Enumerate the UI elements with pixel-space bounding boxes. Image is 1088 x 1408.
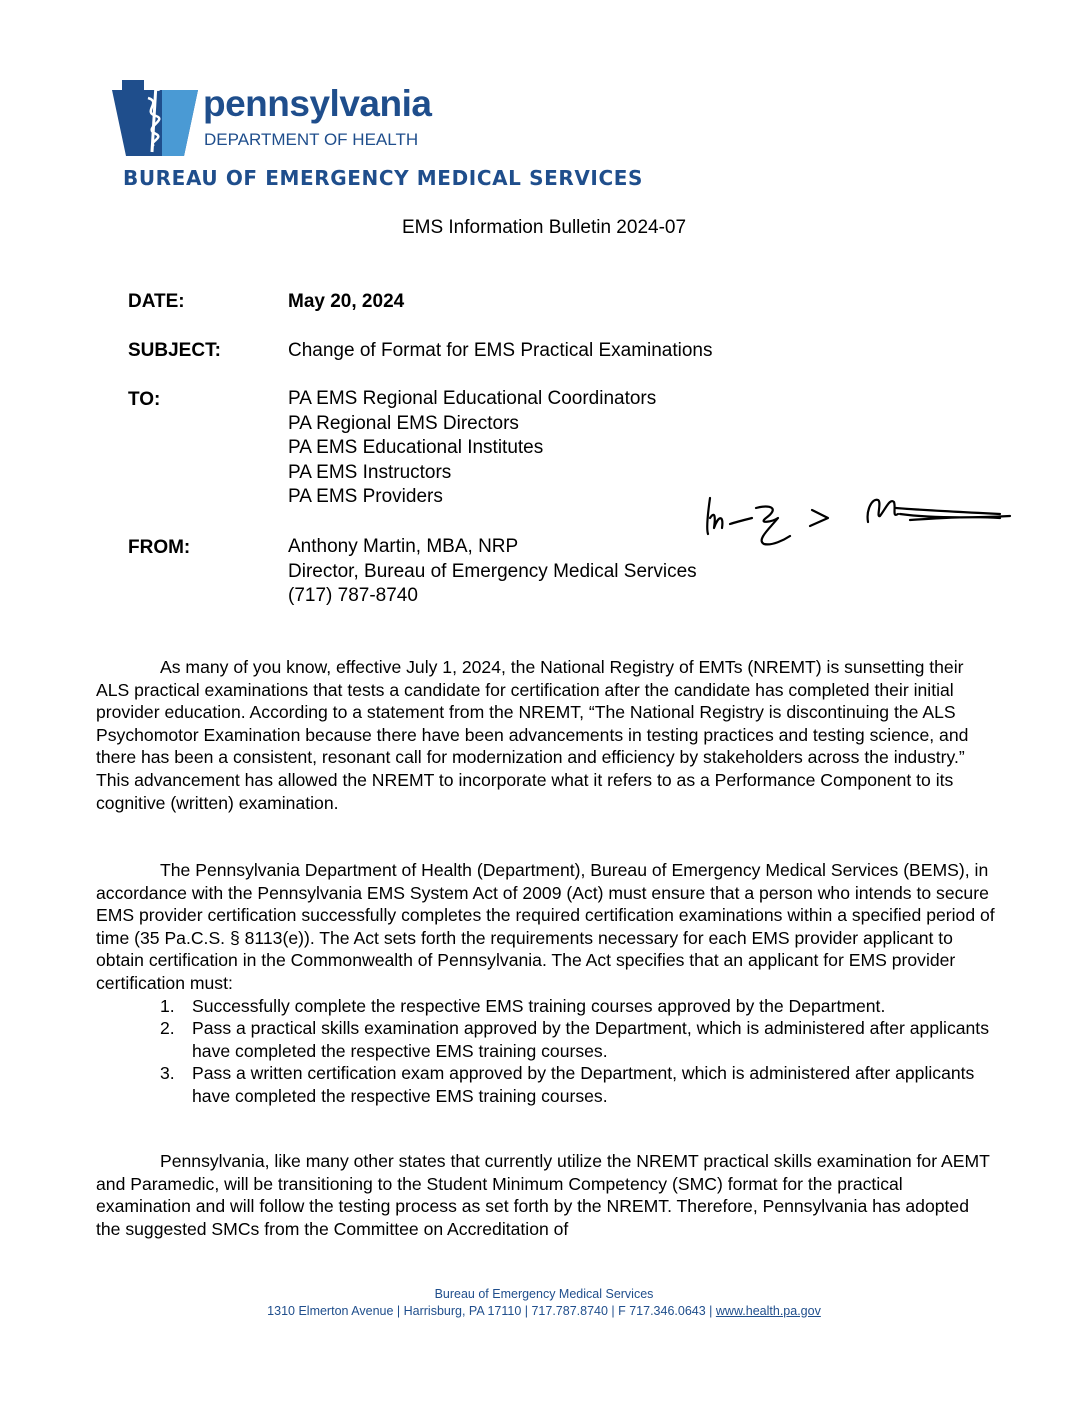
body-paragraph-2 [96, 859, 996, 1108]
from-block [288, 535, 697, 609]
body-paragraph-1 [96, 656, 996, 814]
to-label: TO: [128, 389, 161, 410]
bulletin-title: EMS Information Bulletin 2024-07 [401, 217, 687, 238]
body-paragraph-3 [96, 1150, 996, 1240]
website-link[interactable]: www.health.pa.gov [715, 1303, 821, 1318]
paragraph-text: Pennsylvania, like many other states that currently utilize the NREMT practical skills examination for AEMT and Paramedic, will be transitioning to the Student Minimum Competency (SMC) format for the practical examination and will follow the testing process as set forth by the NREMT. Therefore, Pennsylvania has adopted the suggested SMCs from the Committee on Accreditation of [96, 1151, 990, 1239]
logo-department: DEPARTMENT OF HEALTH [204, 130, 419, 149]
to-recipient: PA EMS Educational Institutes [288, 437, 544, 458]
date-value: May 20, 2024 [288, 291, 405, 312]
footer-address: 1310 Elmerton Avenue | Harrisburg, PA 17110 | 717.787.8740 | F 717.346.0643 | www.health.pa.gov [267, 1303, 821, 1318]
list-item: 3. Pass a written certification exam approved by the Department, which is administered after applicants have completed the respective EMS training courses. [160, 1063, 975, 1106]
logo-wordmark: pennsylvania [203, 83, 432, 124]
to-recipient: PA Regional EMS Directors [288, 412, 519, 434]
from-label: FROM: [128, 537, 191, 558]
subject-value: Change of Format for EMS Practical Examinations [288, 340, 713, 361]
to-recipient: PA EMS Providers [288, 486, 443, 507]
footer-bureau: Bureau of Emergency Medical Services [434, 1287, 654, 1301]
keystone-logo-icon [112, 80, 198, 156]
page-footer [0, 1286, 1088, 1319]
to-recipient: PA EMS Regional Educational Coordinators [288, 388, 657, 409]
paragraph-text: As many of you know, effective July 1, 2024, the National Registry of EMTs (NREMT) is sunsetting their ALS practical examinations that tests a candidate for certification after the candidate has completed their initial provider education. According to a statement from the NREMT, “The National Registry is discontinuing the ALS Psychomotor Examination because there have been advancements in testing practices and testing science, and there has been a consistent, resonant call for modernization and efficiency by stakeholders across the industry.” This advancement has allowed the NREMT to incorporate what it refers to as a Performance Component to its cognitive (written) examination. [96, 657, 969, 813]
list-item: 1. Successfully complete the respective EMS training courses approved by the Department. [160, 995, 886, 1016]
from-title: Director, Bureau of Emergency Medical Services [288, 560, 697, 582]
bureau-heading: BUREAU OF EMERGENCY MEDICAL SERVICES [123, 166, 644, 190]
to-recipient: PA EMS Instructors [288, 461, 452, 483]
from-phone: (717) 787-8740 [288, 585, 418, 606]
to-recipient-list [288, 387, 656, 510]
subject-label: SUBJECT: [128, 340, 221, 361]
paragraph-text: The Pennsylvania Department of Health (Department), Bureau of Emergency Medical Services (BEMS), in accordance with the Pennsylvania EMS System Act of 2009 (Act) must ensure that a person who intends to secure EMS provider certification successfully completes the required certification examinations within a specified period of time (35 Pa.C.S. § 8113(e)). The Act sets forth the requirements necessary for each EMS provider applicant to obtain certification in the Commonwealth of Pennsylvania. The Act specifies that an applicant for EMS provider certification must: [96, 860, 995, 993]
date-label: DATE: [128, 291, 185, 312]
from-name: Anthony Martin, MBA, NRP [288, 536, 519, 557]
requirements-list [96, 995, 996, 1108]
handwritten-signature [700, 488, 1020, 550]
list-item: 2. Pass a practical skills examination approved by the Department, which is administered after applicants have completed the respective EMS training courses. [160, 1018, 989, 1061]
